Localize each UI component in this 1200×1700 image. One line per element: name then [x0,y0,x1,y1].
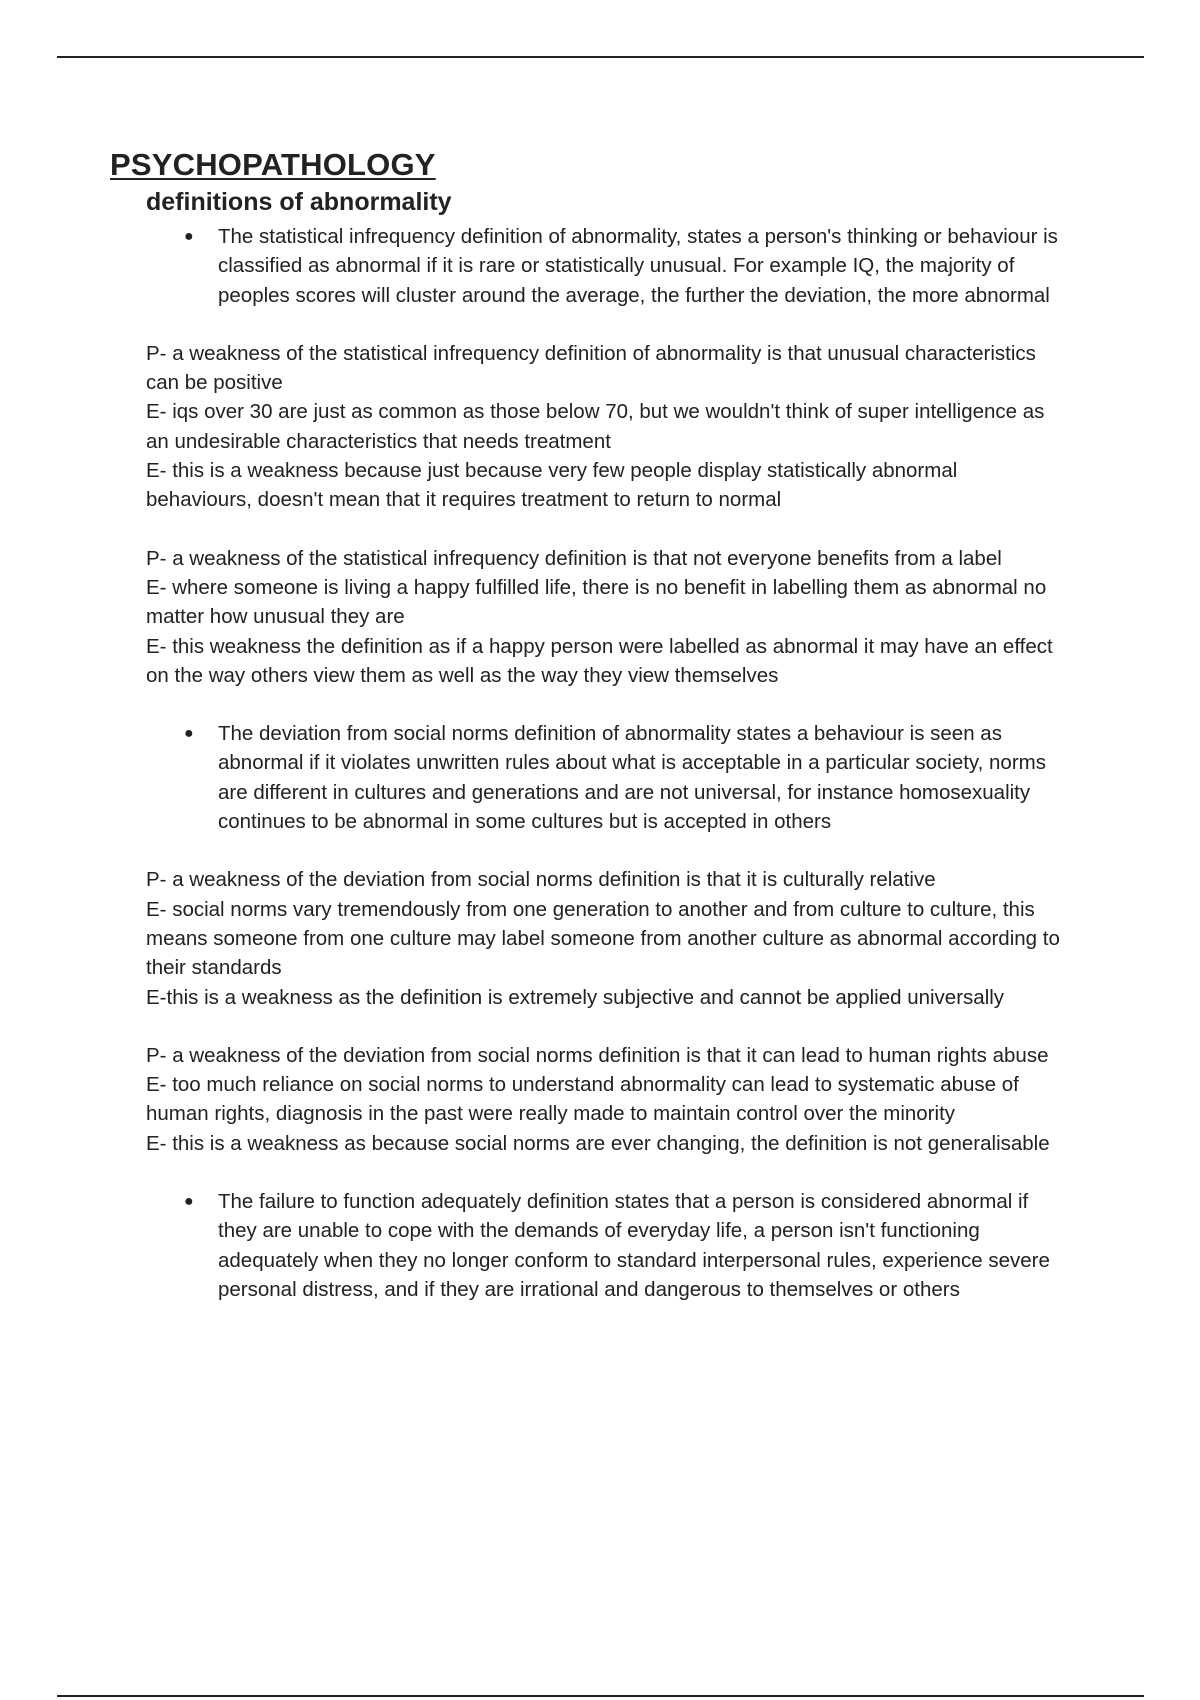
point-text: P- a weakness of the deviation from social norms definition is that it is culturally relative [146,868,936,892]
section-heading: definitions of abnormality [146,188,452,216]
bullet-text: The deviation from social norms definition of abnormality states a behaviour is seen as abnormal if it violates unwritten rules about what is acceptable in a particular society, norms are different in cultures and generations and are not universal, for instance homosexuality continues to be abnormal in some cultures but is accepted in others [218,722,1046,834]
footer-rule [57,1695,1144,1697]
evaluation-block [146,1041,1066,1158]
bullet-statistical-infrequency [184,222,1068,310]
bullet-icon: ● [184,725,194,743]
evaluation-block [146,544,1066,690]
document-body [110,146,1070,1304]
bullet-icon: ● [184,1193,194,1211]
bullet-failure-to-function [184,1187,1068,1304]
bullet-text: The statistical infrequency definition of abnormality, states a person's thinking or behaviour is classified as abnormal if it is rare or statistically unusual. For example IQ, the majority of peoples scores will cluster around the average, the further the deviation, the more abnormal [218,225,1058,307]
evidence-text: E- social norms vary tremendously from one generation to another and from culture to culture, this means someone from one culture may label someone from another culture as abnormal according to their standards [146,897,1060,980]
bullet-icon: ● [184,228,194,245]
evaluation-block [146,865,1066,1011]
evidence-text: E- where someone is living a happy fulfilled life, there is no benefit in labelling them as abnormal no matter how unusual they are [146,575,1047,629]
evaluation-block [146,339,1066,515]
evidence-text: E- iqs over 30 are just as common as those below 70, but we wouldn't think of super intelligence as an undesirable characteristics that needs treatment [146,400,1045,453]
explanation-text: E- this is a weakness as because social norms are ever changing, the definition is not generalisable [146,1131,1050,1155]
point-text: P- a weakness of the statistical infrequency definition of abnormality is that unusual characteristics can be positive [146,341,1036,395]
point-text: P- a weakness of the statistical infrequency definition is that not everyone benefits from a label [146,546,1002,570]
evidence-text: E- too much reliance on social norms to understand abnormality can lead to systematic abuse of human rights, diagnosis in the past were really made to maintain control over the minority [146,1073,1019,1126]
explanation-text: E-this is a weakness as the definition is extremely subjective and cannot be applied universally [146,985,1005,1009]
point-text: P- a weakness of the deviation from social norms definition is that it can lead to human rights abuse [146,1043,1049,1067]
header-rule [57,56,1144,58]
explanation-text: E- this is a weakness because just because very few people display statistically abnormal behaviours, doesn't mean that it requires treatment to return to normal [146,459,958,512]
bullet-deviation-social-norms [184,719,1068,836]
bullet-text: The failure to function adequately definition states that a person is considered abnormal if they are unable to cope with the demands of everyday life, a person isn't functioning adequately when they no longer conform to standard interpersonal rules, experience severe personal distress, and if they are irrational and dangerous to themselves or others [218,1190,1050,1301]
explanation-text: E- this weakness the definition as if a happy person were labelled as abnormal it may have an effect on the way others view them as well as the way they view themselves [146,634,1053,687]
document-title: PSYCHOPATHOLOGY [110,147,436,182]
